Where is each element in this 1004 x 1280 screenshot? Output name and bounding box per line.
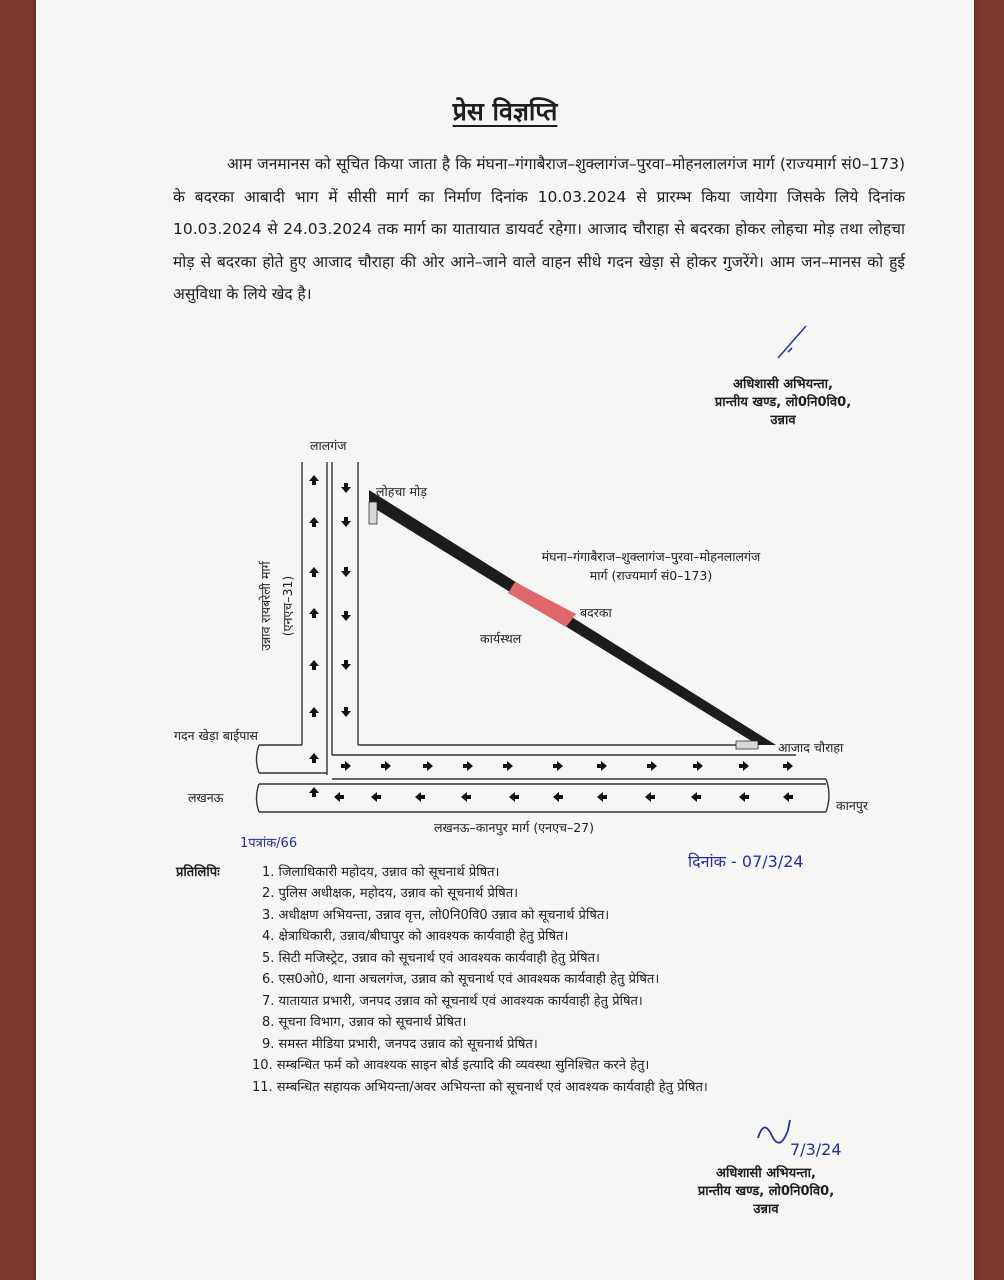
traffic-arrow-left	[415, 792, 425, 802]
signatory-office: प्रान्तीय खण्ड, लो0नि0वि0,	[714, 395, 852, 410]
nh31-label	[258, 560, 295, 650]
traffic-arrow-down	[341, 483, 351, 493]
traffic-arrow-right	[381, 761, 391, 771]
traffic-arrow-up	[309, 567, 319, 577]
signatory-place: उन्नाव	[770, 413, 796, 428]
copy-item: 1. जिलाधिकारी महोदय, उन्नाव को सूचनार्थ प्रेषित।	[262, 865, 500, 880]
handwritten-ref: 1पत्रांक/66	[240, 836, 298, 851]
document-title: प्रेस विज्ञप्ति	[452, 97, 558, 126]
traffic-arrow-right	[783, 761, 793, 771]
traffic-arrow-left	[597, 792, 607, 802]
label-lalganj: लालगंज	[310, 438, 347, 453]
traffic-arrow-right	[503, 761, 513, 771]
traffic-arrow-right	[341, 761, 351, 771]
copy-item: 2. पुलिस अधीक्षक, महोदय, उन्नाव को सूचनार्थ प्रेषित।	[262, 886, 519, 901]
signatory-office: प्रान्तीय खण्ड, लो0नि0वि0,	[697, 1184, 835, 1199]
handwritten-date: दिनांक - 07/3/24	[688, 852, 804, 871]
traffic-arrow-left	[509, 792, 519, 802]
label-lohcha-mod: लोहचा मोड़	[376, 484, 427, 499]
label-gadan-kheda: गदन खेड़ा बाईपास	[174, 728, 259, 743]
copy-item: 8. सूचना विभाग, उन्नाव को सूचनार्थ प्रेषित।	[262, 1015, 467, 1030]
copy-item: 10. सम्बन्धित फर्म को आवश्यक साइन बोर्ड इत्यादि की व्यवस्था सुनिश्चित करने हेतु।	[252, 1058, 650, 1073]
traffic-arrow-left	[691, 792, 701, 802]
traffic-arrow-left	[334, 792, 344, 802]
copy-item: 6. एस0ओ0, थाना अचलगंज, उन्नाव को सूचनार्थ एवं आवश्यक कार्यवाही हेतु प्रेषित।	[262, 972, 660, 987]
traffic-arrow-left	[461, 792, 471, 802]
traffic-arrow-down	[341, 517, 351, 527]
body-paragraph: आम जनमानस को सूचित किया जाता है कि मंघना–गंगाबैराज–शुक्लागंज–पुरवा–मोहनलालगंज मार्ग (राज्यमार्ग सं0–173) के बदरका आबादी भाग में सीसी मार्ग का निर्माण दिनांक 10.03.2024 से प्रारम्भ किया जायेगा जिसके लिये दिनांक 10.03.2024 से 24.03.2024 तक मार्ग का यातायात डायवर्ट रहेगा। आजाद चौराहा से बदरका होकर लोहचा मोड़ तथा लोहचा मोड़ से बदरका होते हुए आजाद चौराहा की ओर आने–जाने वाले वाहन सीधे गदन खेड़ा से होकर गुजरेंगे। आम जन–मानस को हुई असुविधा के लिये खेद है।	[173, 155, 905, 303]
handwritten-sig-date: 7/3/24	[790, 1140, 842, 1159]
signatory-place: उन्नाव	[753, 1202, 779, 1217]
traffic-arrow-right	[647, 761, 657, 771]
label-route: मंघना–गंगाबैराज–शुक्लागंज–पुरवा–मोहनलालगंज मार्ग (राज्यमार्ग सं0–173)	[541, 549, 761, 583]
traffic-arrow-up	[309, 608, 319, 618]
stop-sign-north	[369, 502, 377, 524]
traffic-arrow-up	[309, 475, 319, 485]
traffic-arrow-left	[645, 792, 655, 802]
traffic-arrow-up	[309, 753, 319, 763]
label-badarka: बदरका	[580, 605, 612, 620]
traffic-arrow-left	[553, 792, 563, 802]
traffic-arrow-down	[341, 660, 351, 670]
copy-item: 11. सम्बन्धित सहायक अभियन्ता/अवर अभियन्ता को सूचनार्थ एवं आवश्यक कार्यवाही हेतु प्रेषित।	[252, 1080, 708, 1095]
state-highway-173	[369, 490, 776, 749]
label-highway: लखनऊ–कानपुर मार्ग (एनएच–27)	[434, 820, 594, 835]
copy-label: प्रतिलिपिः	[176, 865, 220, 880]
traffic-arrow-up	[309, 660, 319, 670]
traffic-arrow-down	[341, 707, 351, 717]
traffic-arrow-right	[553, 761, 563, 771]
copy-item: 7. यातायात प्रभारी, जनपद उन्नाव को सूचनार्थ एवं आवश्यक कार्यवाही हेतु प्रेषित।	[262, 994, 643, 1009]
traffic-arrows	[309, 475, 793, 802]
svg-text:(एनएच–31): (एनएच–31)	[280, 575, 295, 637]
traffic-arrow-left	[371, 792, 381, 802]
copy-item: 5. सिटी मजिस्ट्रेट, उन्नाव को सूचनार्थ एवं आवश्यक कार्यवाही हेतु प्रेषित।	[262, 951, 600, 966]
traffic-arrow-down	[341, 611, 351, 621]
copy-item: 9. समस्त मीडिया प्रभारी, जनपद उन्नाव को सूचनार्थ प्रेषित।	[262, 1037, 538, 1052]
label-azad-chauraha: आजाद चौराहा	[778, 740, 844, 755]
stop-sign-east	[736, 741, 758, 749]
traffic-arrow-up	[309, 787, 319, 797]
traffic-arrow-up	[309, 707, 319, 717]
copy-item: 4. क्षेत्राधिकारी, उन्नाव/बीघापुर को आवश्यक कार्यवाही हेतु प्रेषित।	[262, 929, 569, 944]
traffic-arrow-right	[693, 761, 703, 771]
signatory-title: अधिशासी अभियन्ता,	[733, 377, 833, 392]
label-lucknow: लखनऊ	[188, 790, 224, 805]
traffic-arrow-right	[423, 761, 433, 771]
nh27-road	[257, 745, 830, 812]
traffic-arrow-left	[739, 792, 749, 802]
traffic-arrow-left	[783, 792, 793, 802]
svg-text:उन्नाव रायबरेली मार्ग: उन्नाव रायबरेली मार्ग	[258, 561, 273, 651]
label-worksite: कार्यस्थल	[480, 631, 522, 646]
traffic-arrow-down	[341, 567, 351, 577]
traffic-arrow-up	[309, 517, 319, 527]
traffic-arrow-right	[739, 761, 749, 771]
label-kanpur: कानपुर	[836, 798, 868, 813]
document-page	[36, 0, 974, 1280]
signatory-title: अधिशासी अभियन्ता,	[716, 1166, 816, 1181]
traffic-arrow-right	[597, 761, 607, 771]
traffic-arrow-right	[463, 761, 473, 771]
signature-block-bottom	[666, 1165, 866, 1219]
copy-item: 3. अधीक्षण अभियन्ता, उन्नाव वृत्त, लो0नि0वि0 उन्नाव को सूचनार्थ प्रेषित।	[262, 908, 610, 923]
